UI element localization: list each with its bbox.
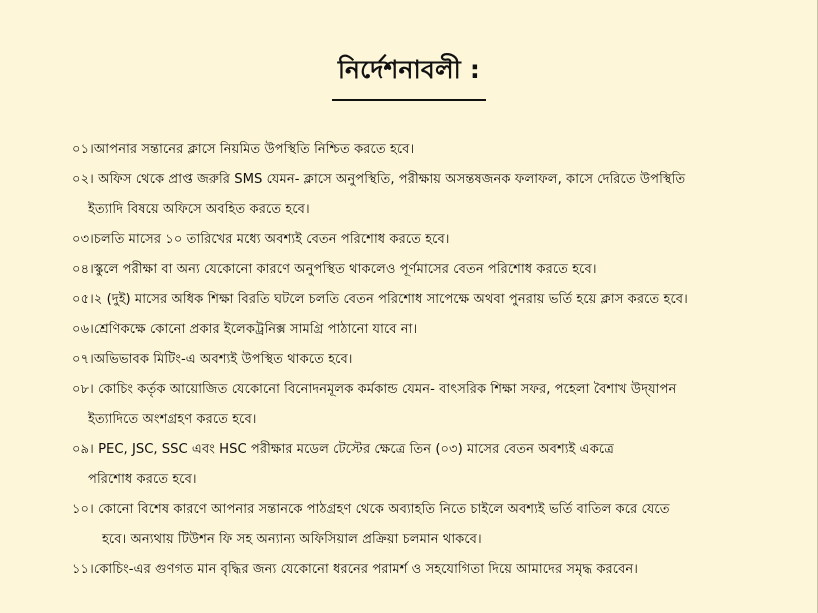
item-number: ১১। — [72, 562, 94, 577]
item-text: অভিভাবক মিটিং-এ অবশ্যই উপস্থিত থাকতে হবে। — [93, 352, 353, 367]
item-text: কোচিং কর্তৃক আয়োজিত যেকোনো বিনোদনমূলক কর্মকান্ড যেমন- বাৎসরিক শিক্ষা সফর, পহেলা বৈশাখ উদ্‌যাপন — [98, 382, 677, 397]
item-text: ২ (দুই) মাসের অধিক শিক্ষা বিরতি ঘটলে চলতি বেতন পরিশোধ সাপেক্ষে অথবা পুনরায় ভর্তি হয়ে ক্লাস করতে হবে। — [93, 292, 688, 307]
item-number: ০৬। — [72, 322, 94, 337]
title-wrap — [0, 50, 818, 101]
item-text: কোনো বিশেষ কারণে আপনার সন্তানকে পাঠগ্রহণ থেকে অব্যাহতি নিতে চাইলে অবশ্যই ভর্তি বাতিল করে যেতে — [98, 502, 670, 517]
item-number: ০২। — [72, 172, 94, 187]
instruction-list — [72, 135, 812, 585]
item-text: চলতি মাসের ১০ তারিখের মধ্যে অবশ্যই বেতন পরিশোধ করতে হবে। — [93, 232, 450, 247]
page-title: নির্দেশনাবলী : — [332, 50, 486, 101]
item-text-continued: ইত্যাদি বিষয়ে অফিসে অবহিত করতে হবে। — [88, 202, 310, 217]
item-text: শ্রেণিকক্ষে কোনো প্রকার ইলেকট্রনিক্স সামগ্রি পাঠানো যাবে না। — [93, 322, 418, 337]
item-text-continued: পরিশোধ করতে হবে। — [88, 472, 197, 487]
item-number: ০৪। — [72, 262, 94, 277]
list-item-11 — [72, 555, 812, 585]
item-text: PEC, JSC, SSC এবং HSC পরীক্ষার মডেল টেস্টের ক্ষেত্রে তিন (০৩) মাসের বেতন অবশ্যই একত্রে — [98, 442, 614, 457]
list-item-07 — [72, 345, 812, 375]
list-item-05 — [72, 285, 812, 315]
item-text: আপনার সন্তানের ক্লাসে নিয়মিত উপস্থিতি নিশ্চিত করতে হবে। — [93, 142, 415, 157]
item-number: ০৭। — [72, 352, 94, 367]
item-number: ০৮। — [72, 382, 94, 397]
list-item-03 — [72, 225, 812, 255]
item-text-continued: হবে। অন্যথায় টিউশন ফি সহ অন্যান্য অফিসিয়াল প্রক্রিয়া চলমান থাকবে। — [102, 532, 482, 547]
item-number: ০৫। — [72, 292, 94, 307]
list-item-06 — [72, 315, 812, 345]
list-item-02 — [72, 165, 812, 225]
item-text: কোচিং-এর গুণগত মান বৃদ্ধির জন্য যেকোনো ধরনের পরামর্শ ও সহযোগিতা দিয়ে আমাদের সমৃদ্ধ করবেন। — [93, 562, 639, 577]
item-text-continued: ইত্যাদিতে অংশগ্রহণ করতে হবে। — [88, 412, 257, 427]
item-number: ০৩। — [72, 232, 94, 247]
list-item-08 — [72, 375, 812, 435]
item-number: ০১। — [72, 142, 94, 157]
list-item-10 — [72, 495, 812, 555]
list-item-04 — [72, 255, 812, 285]
list-item-09 — [72, 435, 812, 495]
list-item-01 — [72, 135, 812, 165]
item-text: অফিস থেকে প্রাপ্ত জরুরি SMS যেমন- ক্লাসে অনুপস্থিতি, পরীক্ষায় অসন্তষজনক ফলাফল, কাসে দেরিতে উপস্থিতি — [98, 172, 686, 187]
item-number: ০৯। — [72, 442, 94, 457]
item-number: ১০। — [72, 502, 94, 517]
item-text: স্কুলে পরীক্ষা বা অন্য যেকোনো কারণে অনুপস্থিত থাকলেও পূর্ণমাসের বেতন পরিশোধ করতে হবে। — [93, 262, 597, 277]
